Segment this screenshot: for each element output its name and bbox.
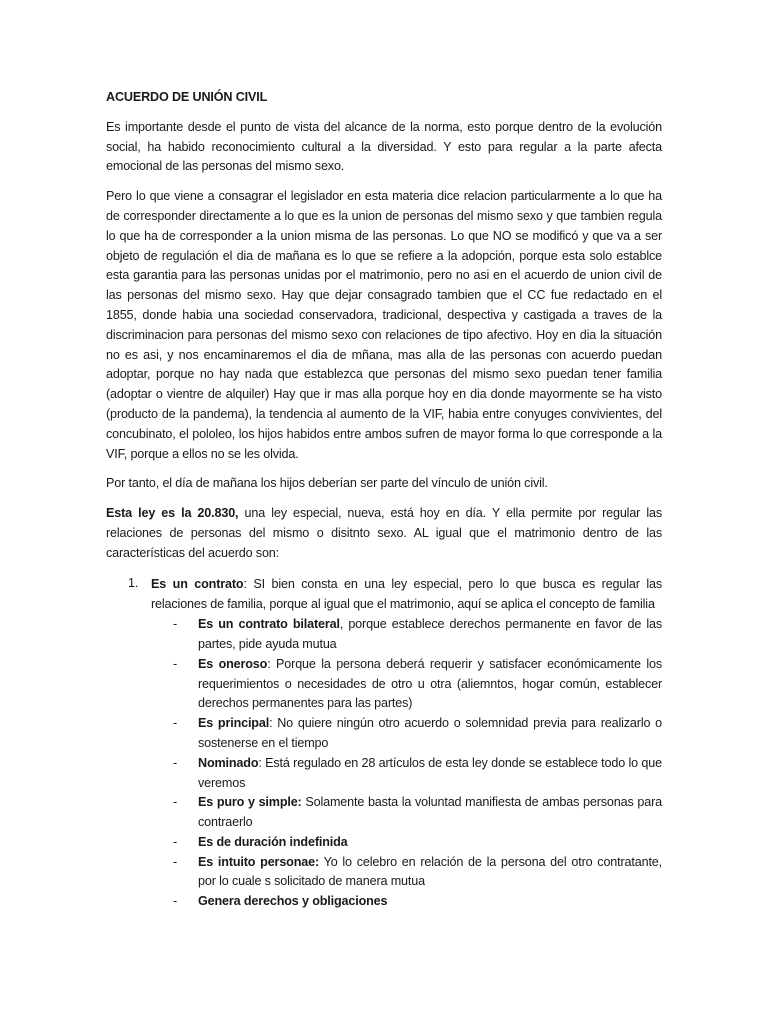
list-item — [106, 615, 662, 655]
numbered-item — [106, 574, 662, 913]
list-item-text: Solamente basta la voluntad manifiesta de ambas personas para contraerlo — [198, 795, 662, 830]
paragraph-legislador: Pero lo que viene a consagrar el legislador en esta materia dice relacion particularmente a lo que ha de corresponder directamente a lo que es la union de personas del mismo sexo y que tambien regula lo que ha de corresponder a la union misma de las personas. Lo que NO se modificó y que va a ser objeto de regulación el dia de mañana es lo que se refiere a la adopción, porque esta solo establce esta garantia para las personas unidas por el matrimonio, pero no asi en el acuerdo de union civil de las personas del mismo sexo. Hay que dejar consagrado tambien que el CC fue redactado en el 1855, donde habia una sociedad conservadora, tradicional, despectiva y castigada a traves de la discriminacion para personas del mismo sexo con relaciones de tipo afectivo. Hoy en dia la situación no es asi, y nos encaminaremos el dia de mñana, mas alla de las personas con acuerdo puedan adoptar, porque no hay nada que establezca que personas del mismo sexo puedan tener familia (adoptar o vientre de alquiler) Hay que ir mas alla porque hoy en dia donde mayormente se ha visto (producto de la pandema), la tendencia al aumento de la VIF, habia entre conyuges convivientes, del concubinato, el pololeo, los hijos habidos entre ambos sufren de mayor forma lo que corresponde a la VIF, porque a ellos no se les olvida. — [106, 189, 662, 461]
list-item — [106, 892, 662, 912]
list-item-bold: Es puro y simple: — [198, 795, 302, 810]
dash-marker: - — [173, 834, 178, 849]
numbered-item-bold: Es un contrato — [151, 576, 244, 591]
numbered-item-text: : SI bien consta en una ley especial, pero lo que busca es regular las relaciones de familia, porque al igual que el matrimonio, aquí se aplica el concepto de familia — [151, 576, 662, 612]
paragraph-ley — [106, 504, 662, 563]
list-item-bold: Es un contrato bilateral — [198, 617, 340, 632]
dash-marker: - — [173, 894, 178, 909]
list-item — [106, 655, 662, 714]
list-item — [106, 833, 662, 853]
dash-marker: - — [173, 716, 178, 731]
list-item-text: : Porque la persona deberá requerir y satisfacer económicamente los requerimientos o necesidades de otro u otra (aliemntos, hogar común, establecer derechos permanentes para las partes) — [198, 656, 662, 711]
list-item-bold: Genera derechos y obligaciones — [198, 894, 388, 909]
list-item — [106, 793, 662, 833]
list-item-text: , porque establece derechos permanente en favor de las partes, pide ayuda mutua — [198, 617, 662, 651]
characteristics-list — [106, 574, 662, 913]
dash-marker: - — [173, 795, 178, 810]
list-item-text: : Está regulado en 28 artículos de esta ley donde se establece todo lo que veremos — [198, 755, 662, 790]
ley-bold-lead: Esta ley es la 20.830, — [106, 506, 239, 521]
dash-marker: - — [173, 656, 178, 671]
numbered-marker: 1. — [128, 575, 139, 590]
list-item-text: : No quiere ningún otro acuerdo o solemnidad previa para realizarlo o sostenerse en el tiempo — [198, 716, 662, 750]
list-item — [106, 853, 662, 893]
list-item-bold: Es oneroso — [198, 656, 268, 671]
list-item-bold: Nominado — [198, 755, 259, 770]
ley-text: una ley especial, nueva, está hoy en día. Y ella permite por regular las relaciones de personas del mismo o disitnto sexo. AL igual que el matrimonio dentro de las características del acuerdo son: — [106, 506, 662, 560]
sub-items-list — [151, 615, 662, 912]
dash-marker: - — [173, 617, 178, 632]
paragraph-hijos: Por tanto, el día de mañana los hijos deberían ser parte del vínculo de unión civil. — [106, 476, 548, 491]
list-item-bold: Es de duración indefinida — [198, 834, 348, 849]
document-title: ACUERDO DE UNIÓN CIVIL — [106, 90, 268, 104]
list-item — [106, 714, 662, 754]
dash-marker: - — [173, 854, 178, 869]
list-item — [106, 754, 662, 794]
list-item-bold: Es intuito personae: — [198, 854, 320, 869]
list-item-bold: Es principal — [198, 716, 270, 731]
dash-marker: - — [173, 755, 178, 770]
paragraph-intro: Es importante desde el punto de vista del alcance de la norma, esto porque dentro de la evolución social, ha habido reconocimiento cultural a la diversidad. Y esto para regular a la parte afecta emocional de las personas del mismo sexo. — [106, 119, 662, 174]
list-item-text: Yo lo celebro en relación de la persona del otro contratante, por lo cuale s solicitado de manera mutua — [198, 854, 663, 889]
